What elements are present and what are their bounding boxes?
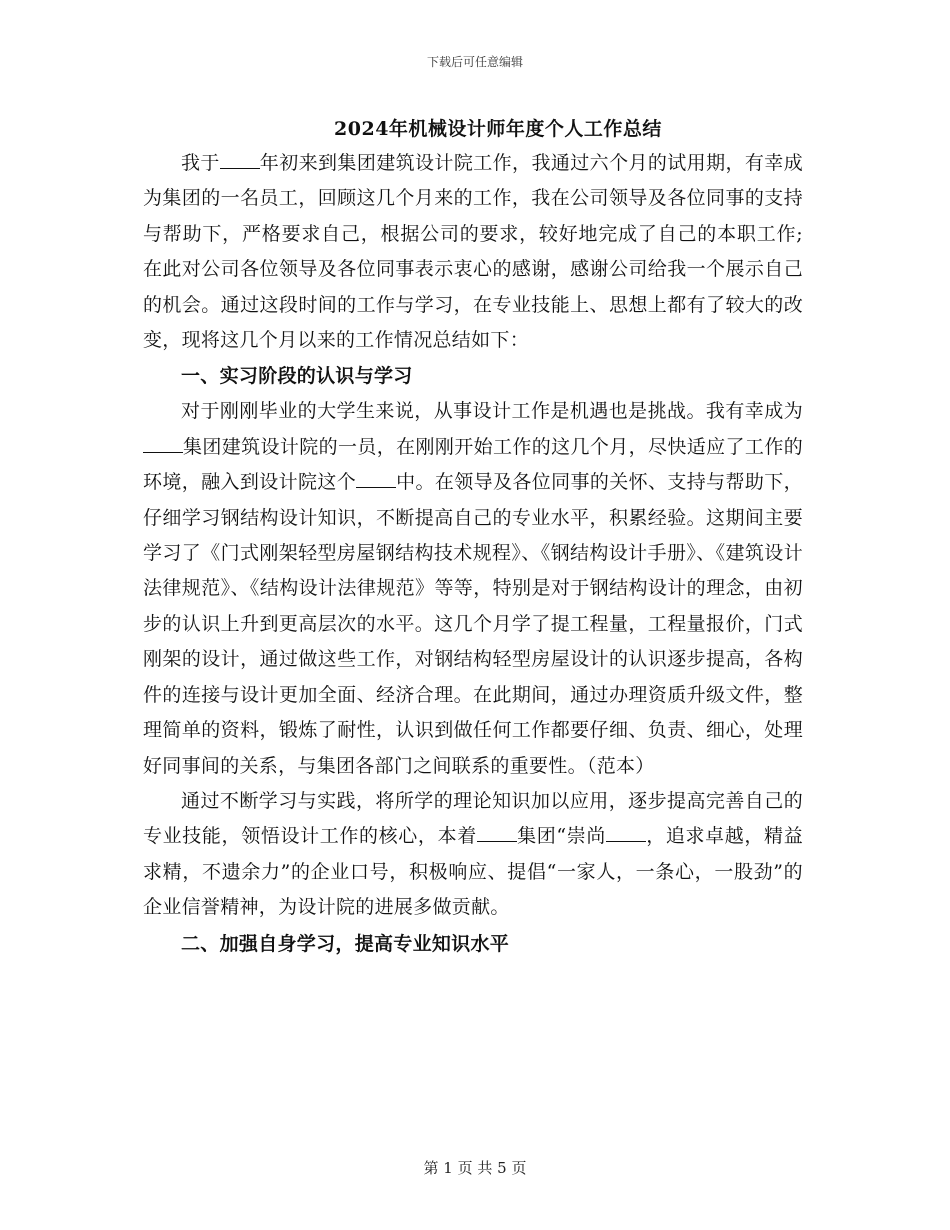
document-title: 2024年机械设计师年度个人工作总结 (334, 118, 662, 140)
fill-in-blank (477, 823, 517, 842)
section1-paragraph-2 (143, 784, 803, 926)
section-heading-1: 一、实习阶段的认识与学习 (181, 365, 413, 388)
intro-paragraph (143, 146, 803, 358)
fill-in-blank (143, 434, 183, 453)
document-body (143, 146, 803, 962)
fill-in-blank (220, 150, 260, 169)
section1-para2-part-3: ，追求卓越，精益求精，不遗余力”的企业口号，积极响应、提倡“一家人，一条心，一股劲”的企业信誉精神，为设计院的进展多做贡献。 (143, 825, 803, 919)
section1-para1-part-3: 中。在领导及各位同事的关怀、支持与帮助下，仔细学习钢结构设计知识，不断提高自己的专业水平，积累经验。这期间主要学习了《门式刚架轻型房屋钢结构技术规程》、《钢结构设计手册》、《建筑设计法律规范》、《结构设计法律规范》等等，特别是对于钢结构设计的理念，由初步的认识上升到更高层次的水平。这几个月学了提工程量，工程量报价，门式刚架的设计，通过做这些工作，对钢结构轻型房屋设计的认识逐步提高，各构件的连接与设计更加全面、经济合理。在此期间，通过办理资质升级文件，整理简单的资料，锻炼了耐性，认识到做任何工作都要仔细、负责、细心，处理好同事间的关系，与集团各部门之间联系的重要性。（范本） (143, 471, 803, 777)
fill-in-blank (606, 823, 646, 842)
section1-para1-part-1: 对于刚刚毕业的大学生来说，从事设计工作是机遇也是挑战。我有幸成为 (181, 400, 803, 423)
intro-text-part-2: 年初来到集团建筑设计院工作，我通过六个月的试用期，有幸成为集团的一名员工，回顾这几个月来的工作，我在公司领导及各位同事的支持与帮助下，严格要求自己，根据公司的要求，较好地完成了自己的本职工作;在此对公司各位领导及各位同事表示衷心的感谢，感谢公司给我一个展示自己的机会。通过这段时间的工作与学习，在专业技能上、思想上都有了较大的改变，现将这几个月以来的工作情况总结如下： (143, 152, 803, 352)
fill-in-blank (356, 469, 396, 488)
section1-para1-part-2: 集团建筑设计院的一员，在刚刚开始工作的这几个月，尽快适应了工作的环境，融入到设计院这个 (143, 435, 803, 494)
section1-para2-part-2: 集团“崇尚 (516, 825, 606, 848)
section-heading-2: 二、加强自身学习，提高专业知识水平 (181, 932, 510, 955)
section1-para2-part-1: 通过不断学习与实践，将所学的理论知识加以应用，逐步提高完善自己的专业技能，领悟设计工作的核心，本着 (143, 789, 803, 848)
intro-text-part-1: 我于 (181, 152, 220, 174)
section1-paragraph-1 (143, 394, 803, 783)
page-header-note: 下载后可任意编辑 (426, 55, 523, 69)
page-number-footer: 第 1 页 共 5 页 (423, 1159, 527, 1177)
